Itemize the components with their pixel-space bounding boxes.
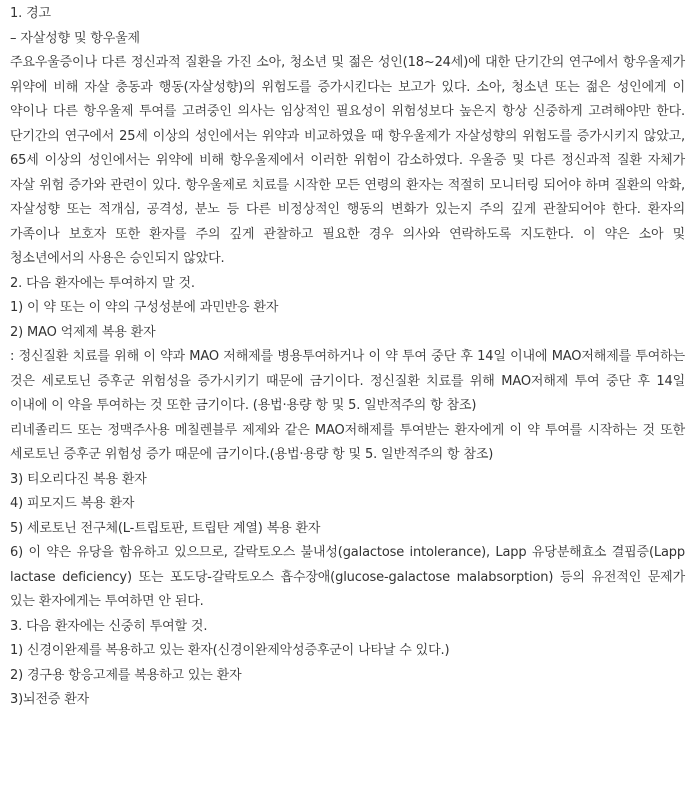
- section-3-heading: 3. 다음 환자에는 신중히 투여할 것.: [10, 618, 208, 634]
- section-1-paragraph: 주요우울증이나 다른 정신과적 질환을 가진 소아, 청소년 및 젊은 성인(18~24세)에 대한 단기간의 연구에서 항우울제가 위약에 비해 자살 충동과 행동(자살성향)의 위험도를 증가시킨다는 보고가 있다. 소아, 청소년 또는 젊은 성인에게 이 약이나 다른 항우울제 투여를 고려중인 의사는 임상적인 필요성이 위험성보다 높은지 항상 신중하게 고려해야만 한다. 단기간의 연구에서 25세 이상의 성인에서는 위약과 비교하였을 때 항우울제가 자살성향의 위험도를 증가시키지 않았고, 65세 이상의 성인에서는 위약에 비해 항우울제에서 이러한 위험이 감소하였다. 우울증 및 다른 정신과적 질환 자체가 자살 위험 증가와 관련이 있다. 항우울제로 치료를 시작한 모든 연령의 환자는 적절히 모니터링 되어야 하며 질환의 악화, 자살성향 또는 적개심, 공격성, 분노 등 다른 비정상적인 행동의 변화가 있는지 주의 깊게 관찰되어야 한다. 환자의 가족이나 보호자 또한 환자를 주의 깊게 관찰하고 필요한 경우 의사와 연락하도록 지도한다. 이 약은 소아 및 청소년에서의 사용은 승인되지 않았다.: [10, 55, 685, 266]
- section-2-note: 리네졸리드 또는 정맥주사용 메칠렌블루 제제와 같은 MAO저해제를 투여받는 환자에게 이 약 투여를 시작하는 것 또한 세로토닌 증후군 위험성 증가 때문에 금기이다.(용법·용량 항 및 5. 일반적주의 항 참조): [10, 422, 685, 462]
- section-2-item: 6) 이 약은 유당을 함유하고 있으므로, 갈락토오스 불내성(galactose intolerance), Lapp 유당분해효소 결핍증(Lapp lactase deficiency) 또는 포도당-갈락토오스 흡수장애(glucose-galactose malabsorption) 등의 유전적인 문제가 있는 환자에게는 투여하면 안 된다.: [10, 545, 685, 609]
- section-2-item: 1) 이 약 또는 이 약의 구성성분에 과민반응 환자: [10, 300, 279, 315]
- section-2-item: 5) 세로토닌 전구체(L-트립토판, 트립탄 계열) 복용 환자: [10, 520, 321, 536]
- section-2-heading: 2. 다음 환자에는 투여하지 말 것.: [10, 275, 195, 291]
- section-3-item: 3)뇌전증 환자: [10, 692, 90, 707]
- section-3-item: 2) 경구용 항응고제를 복용하고 있는 환자: [10, 667, 242, 683]
- section-2-item: 2) MAO 억제제 복용 환자: [10, 324, 156, 340]
- section-2-item: 3) 티오리다진 복용 환자: [10, 471, 147, 487]
- section-2-item: 4) 피모지드 복용 환자: [10, 496, 135, 511]
- section-2-note: : 정신질환 치료를 위해 이 약과 MAO 저해제를 병용투여하거나 이 약 투여 중단 후 14일 이내에 MAO저해제를 투여하는 것은 세로토닌 증후군 위험성을 증가시키기 때문에 금기이다. 정신질환 치료를 위해 MAO저해제 투여 중단 후 14일 이내에 이 약을 투여하는 것 또한 금기이다. (용법·용량 항 및 5. 일반적주의 항 참조): [10, 349, 685, 413]
- section-1-subheading: – 자살성향 및 항우울제: [10, 30, 140, 46]
- section-1-heading: 1. 경고: [10, 6, 51, 21]
- section-3-item: 1) 신경이완제를 복용하고 있는 환자(신경이완제악성증후군이 나타날 수 있다.): [10, 643, 450, 658]
